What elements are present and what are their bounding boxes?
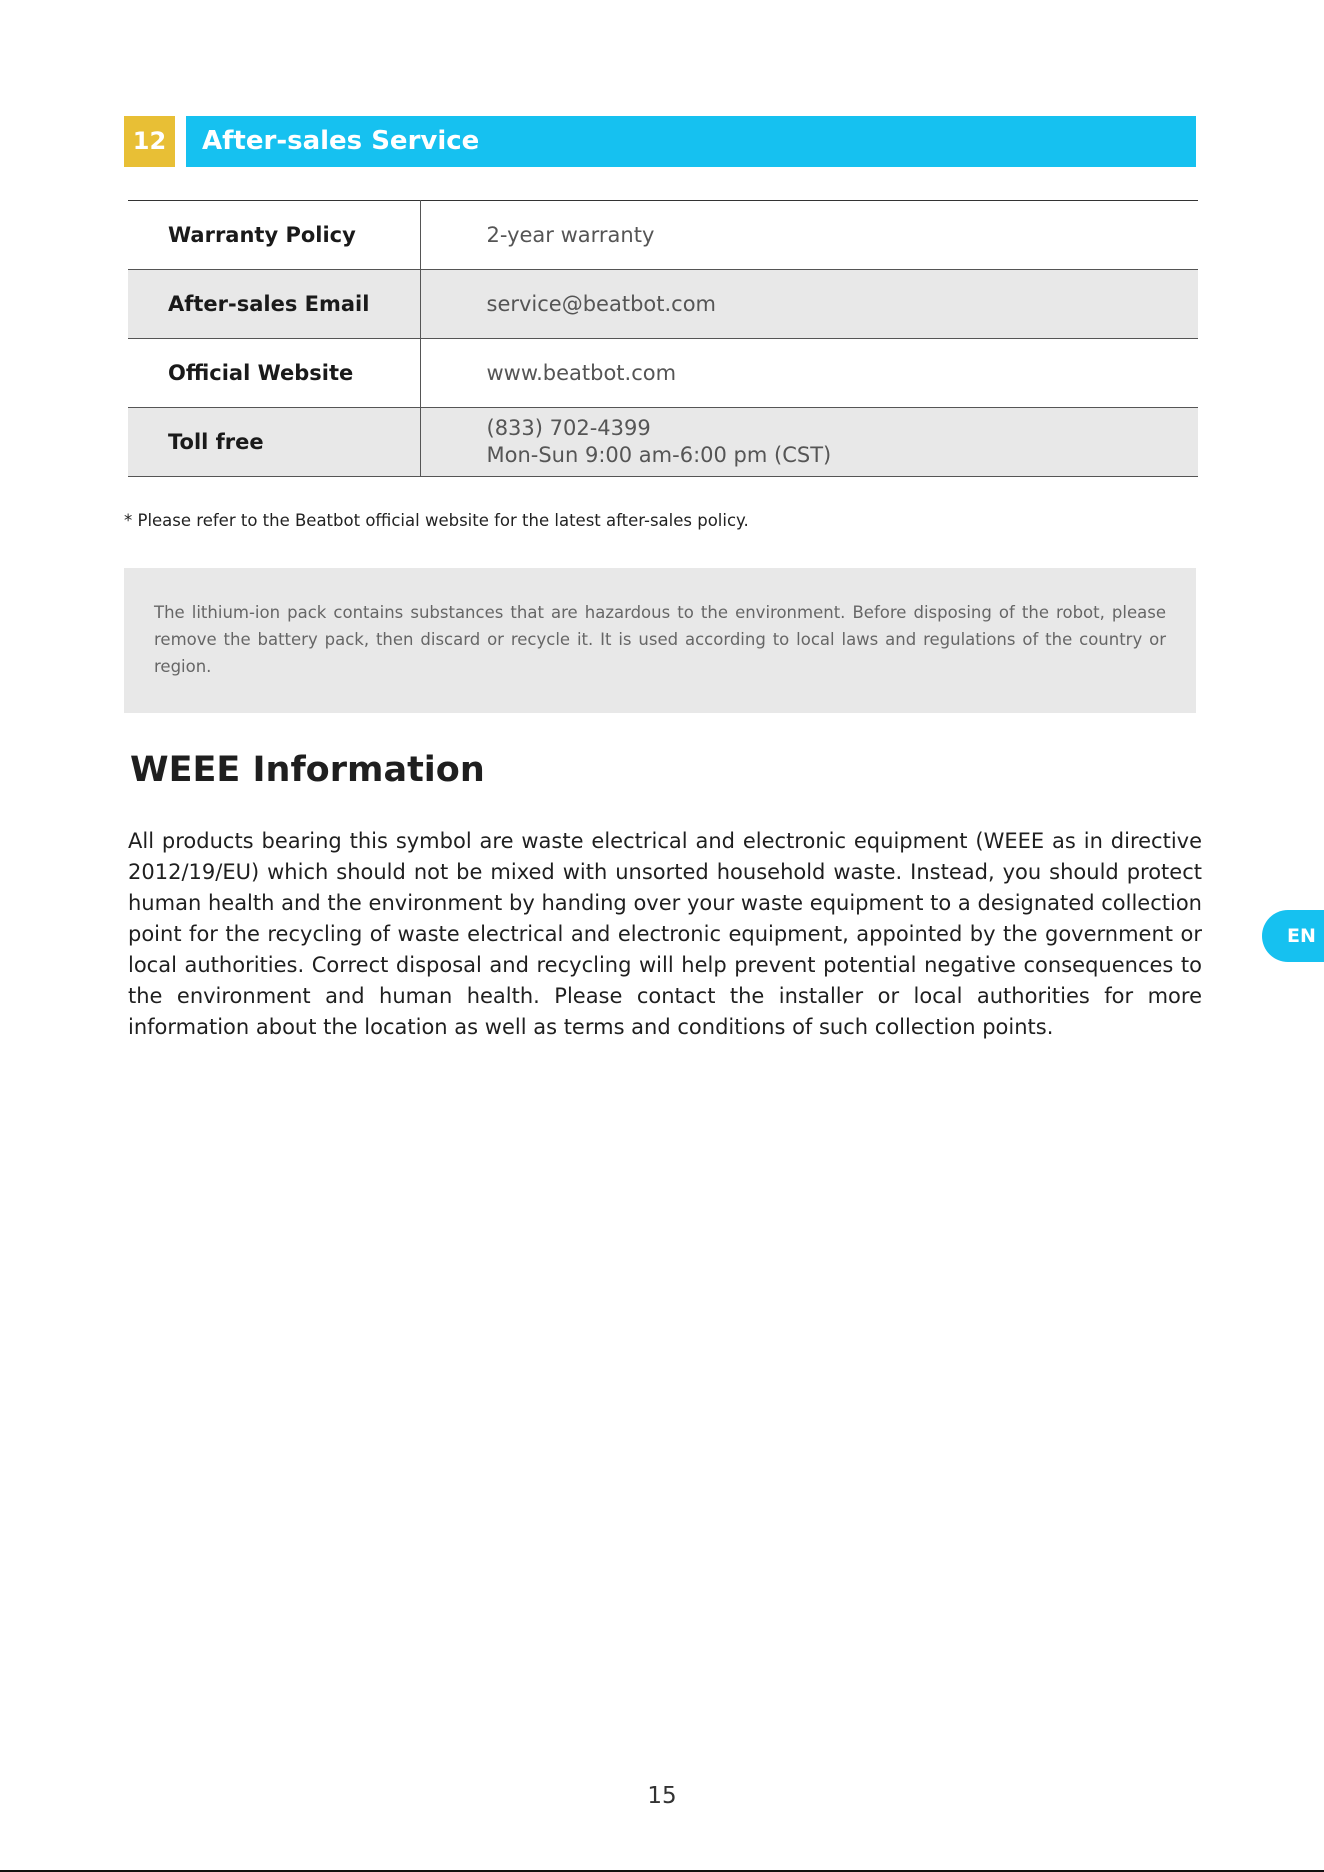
table-row: [128, 408, 1198, 477]
warranty-policy-label: Warranty Policy: [128, 201, 420, 270]
battery-notice-box: [124, 568, 1196, 713]
language-tab[interactable]: EN: [1262, 910, 1324, 962]
weee-heading: WEEE Information: [130, 750, 485, 790]
official-website-label: Official Website: [128, 339, 420, 408]
official-website-value: www.beatbot.com: [420, 339, 1198, 408]
after-sales-info-table: [128, 200, 1198, 477]
policy-footnote: * Please refer to the Beatbot official website for the latest after-sales policy.: [124, 511, 749, 530]
weee-paragraph: All products bearing this symbol are waste electrical and electronic equipment (WEEE as in directive 2012/19/EU) which should not be mixed with unsorted household waste. Instead, you should protect human health and the environment by handing over your waste equipment to a designated collection point for the recycling of waste electrical and electronic equipment, appointed by the government or local authorities. Correct disposal and recycling will help prevent potential negative consequences to the environment and human health. Please contact the installer or local authorities for more information about the location as well as terms and conditions of such collection points.: [128, 829, 1202, 1039]
after-sales-email-label: After-sales Email: [128, 270, 420, 339]
section-number: 12: [124, 116, 175, 167]
table-row: [128, 339, 1198, 408]
table-row: [128, 270, 1198, 339]
section-title: After-sales Service: [186, 116, 1196, 167]
warranty-policy-value: 2-year warranty: [420, 201, 1198, 270]
battery-notice-text: The lithium-ion pack contains substances that are hazardous to the environment. Before disposing of the robot, please remove the battery pack, then discard or recycle it. It is used according to local laws and regulations of the country or region.: [154, 603, 1166, 676]
table-row: [128, 201, 1198, 270]
after-sales-email-value: service@beatbot.com: [420, 270, 1198, 339]
toll-free-hours: Mon-Sun 9:00 am-6:00 pm (CST): [486, 443, 832, 467]
toll-free-phone: (833) 702-4399: [486, 416, 651, 440]
toll-free-label: Toll free: [128, 408, 420, 477]
page-number: 15: [647, 1783, 677, 1809]
toll-free-value: [420, 408, 1198, 477]
section-header: [124, 116, 1196, 167]
